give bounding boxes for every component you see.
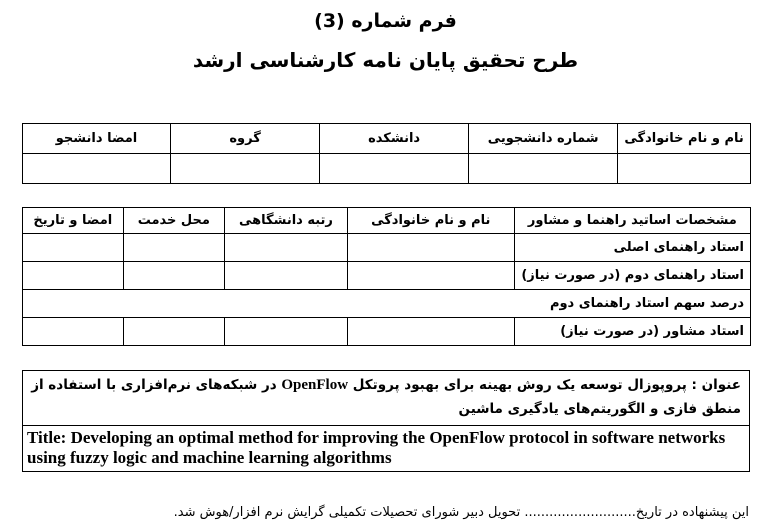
english-title: Title: Developing an optimal method for improving the OpenFlow protocol in software networks using fuzzy logic and machine learning algorithms xyxy=(27,428,726,467)
advisor-row-main xyxy=(23,234,751,262)
consultant-label: استاد مشاور (در صورت نیاز) xyxy=(514,318,750,346)
student-entry-row xyxy=(23,154,751,184)
student-header-row xyxy=(23,124,751,154)
persian-title-keyword: OpenFlow xyxy=(281,377,349,393)
table-cell[interactable] xyxy=(347,234,514,262)
second-supervisor-share-label: درصد سهم استاد راهنمای دوم xyxy=(23,290,751,318)
table-cell[interactable] xyxy=(23,262,124,290)
faculty-cell[interactable] xyxy=(320,154,469,184)
submission-note xyxy=(174,505,749,520)
advisor-row-consultant xyxy=(23,318,751,346)
col-workplace: محل خدمت xyxy=(123,208,225,234)
col-student-signature: امضا دانشجو xyxy=(23,124,171,154)
table-cell[interactable] xyxy=(347,318,514,346)
student-info-table xyxy=(22,123,751,184)
submission-note-part1: این پیشنهاده در تاریخ xyxy=(635,505,749,520)
advisor-row-share xyxy=(23,290,751,318)
table-cell[interactable] xyxy=(123,234,225,262)
col-faculty: دانشکده xyxy=(320,124,469,154)
full-name-cell[interactable] xyxy=(618,154,751,184)
persian-title-part1: پروپوزال توسعه یک روش بهینه برای بهبود پروتکل xyxy=(348,377,687,393)
table-cell[interactable] xyxy=(225,262,348,290)
advisor-header-row xyxy=(23,208,751,234)
advisor-row-second xyxy=(23,262,751,290)
col-student-number: شماره دانشجویی xyxy=(469,124,618,154)
table-cell[interactable] xyxy=(347,262,514,290)
table-cell[interactable] xyxy=(123,318,225,346)
form-title: طرح تحقیق پایان نامه کارشناسی ارشد xyxy=(192,48,579,72)
col-advisor-name: نام و نام خانوادگی xyxy=(347,208,514,234)
col-advisor-specs: مشخصات اساتید راهنما و مشاور xyxy=(514,208,750,234)
table-cell[interactable] xyxy=(225,318,348,346)
student-number-cell[interactable] xyxy=(469,154,618,184)
col-signature-date: امضا و تاریخ xyxy=(23,208,124,234)
persian-title-prefix: عنوان : xyxy=(686,377,741,393)
col-group: گروه xyxy=(171,124,320,154)
persian-title xyxy=(23,371,749,426)
group-cell[interactable] xyxy=(171,154,320,184)
col-academic-rank: رتبه دانشگاهی xyxy=(225,208,348,234)
table-cell[interactable] xyxy=(225,234,348,262)
thesis-title-box xyxy=(22,370,750,472)
col-full-name: نام و نام خانوادگی xyxy=(618,124,751,154)
date-blank: ........................... xyxy=(524,505,636,520)
persian-title-part2: در شبکه‌های نرم‌افزاری با استفاده از منطق فازی و الگوریتم‌های یادگیری ماشین xyxy=(31,377,741,417)
table-cell[interactable] xyxy=(23,318,124,346)
table-cell[interactable] xyxy=(123,262,225,290)
advisor-table xyxy=(22,207,751,346)
second-supervisor-label: استاد راهنمای دوم (در صورت نیاز) xyxy=(514,262,750,290)
form-number: فرم شماره (3) xyxy=(314,10,457,32)
table-cell[interactable] xyxy=(23,234,124,262)
main-supervisor-label: استاد راهنمای اصلی xyxy=(514,234,750,262)
signature-cell[interactable] xyxy=(23,154,171,184)
submission-note-part2: تحویل دبیر شورای تحصیلات تکمیلی گرایش نرم افزار/هوش شد. xyxy=(173,505,521,520)
